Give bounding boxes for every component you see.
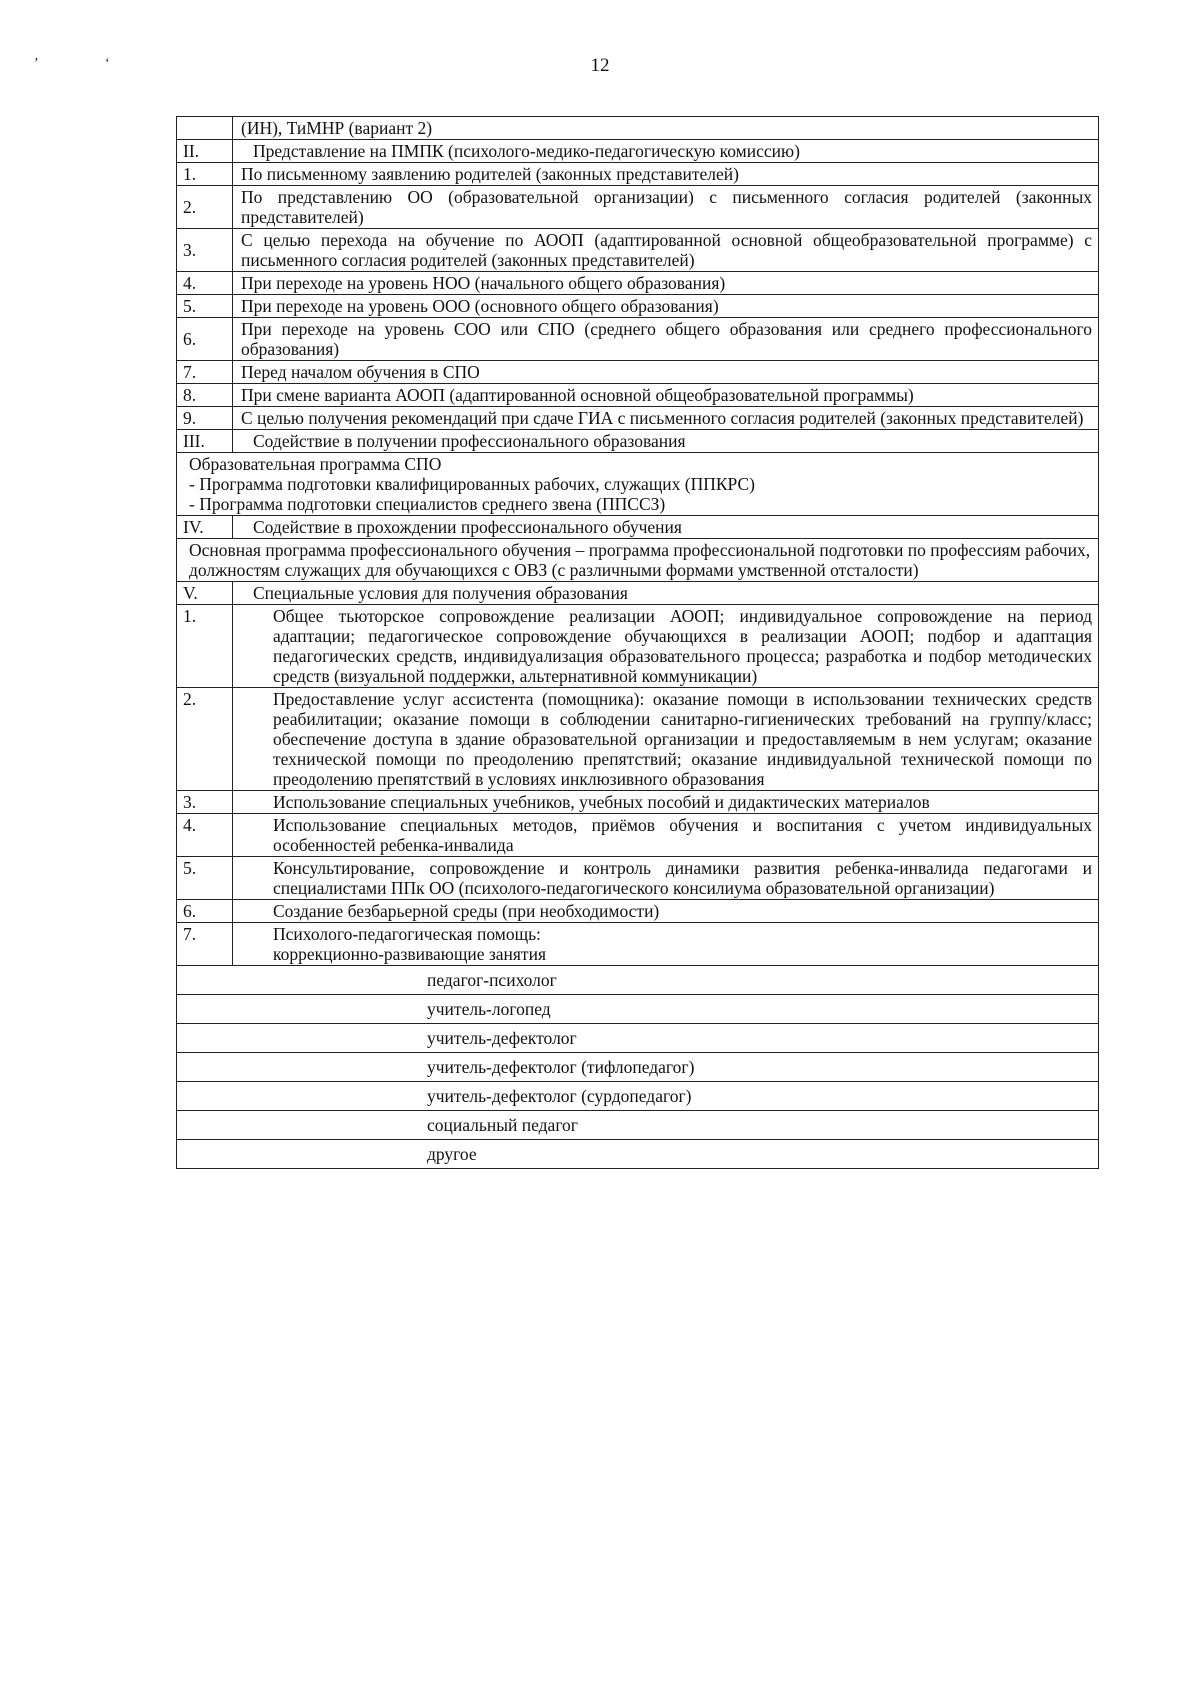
table-row xyxy=(177,857,1099,900)
table-row xyxy=(177,295,1099,318)
program-line: - Программа подготовки специалистов среднего звена (ППССЗ) xyxy=(189,494,666,514)
program-text: Основная программа профессионального обучения – программа профессиональной подготовки по профессиям рабочих, должностям служащих для обучающихся с ОВЗ (с различными формами умственной отсталости) xyxy=(177,539,1099,582)
specialist-name: педагог-психолог xyxy=(177,966,1099,995)
specialist-name: социальный педагог xyxy=(177,1111,1099,1140)
program-line: - Программа подготовки квалифицированных рабочих, служащих (ППКРС) xyxy=(189,474,756,494)
table-row xyxy=(177,605,1099,688)
specialist-name: учитель-дефектолог (сурдопедагог) xyxy=(177,1082,1099,1111)
row-number: 9. xyxy=(177,407,233,430)
specialist-row xyxy=(177,1140,1099,1169)
section-number: V. xyxy=(177,582,233,605)
row-number: 5. xyxy=(177,295,233,318)
specialist-row xyxy=(177,1111,1099,1140)
program-list xyxy=(177,453,1099,516)
row-number: 6. xyxy=(177,900,233,923)
row-number: 2. xyxy=(177,186,233,229)
row-text: Консультирование, сопровождение и контроль динамики развития ребенка-инвалида педагогами и специалистами ППк ОО (психолого-педагогического консилиума образовательной организации) xyxy=(233,857,1099,900)
row-number: 3. xyxy=(177,229,233,272)
section-header xyxy=(177,430,1099,453)
row-text: При смене варианта АООП (адаптированной основной общеобразовательной программы) xyxy=(233,384,1099,407)
specialist-row xyxy=(177,966,1099,995)
row-text: Использование специальных методов, приёмов обучения и воспитания с учетом индивидуальных особенностей ребенка-инвалида xyxy=(233,814,1099,857)
specialist-name: учитель-дефектолог (тифлопедагог) xyxy=(177,1053,1099,1082)
table-row xyxy=(177,539,1099,582)
row-text: С целью перехода на обучение по АООП (адаптированной основной общеобразовательной программе) с письменного согласия родителей (законных представителей) xyxy=(233,229,1099,272)
specialist-row xyxy=(177,1082,1099,1111)
row-text: Перед началом обучения в СПО xyxy=(233,361,1099,384)
row-text: При переходе на уровень ООО (основного общего образования) xyxy=(233,295,1099,318)
table-row xyxy=(177,923,1099,966)
row-text: При переходе на уровень НОО (начального общего образования) xyxy=(233,272,1099,295)
section-number: III. xyxy=(177,430,233,453)
row-text: Предоставление услуг ассистента (помощника): оказание помощи в использовании технических средств реабилитации; оказание помощи в соблюдении санитарно-гигиенических требований на группу/класс; обеспечение доступа в здание образовательной организации и предоставляемым в нем услугам; оказание технической помощи по преодолению препятствий; оказание индивидуальной технической помощи по преодолению препятствий в условиях инклюзивного образования xyxy=(233,688,1099,791)
row-number: 4. xyxy=(177,272,233,295)
table-row xyxy=(177,117,1099,140)
row-number: 5. xyxy=(177,857,233,900)
specialist-row xyxy=(177,995,1099,1024)
row-text: По представлению ОО (образовательной организации) с письменного согласия родителей (законных представителей) xyxy=(233,186,1099,229)
table-row xyxy=(177,407,1099,430)
table-row xyxy=(177,186,1099,229)
table-row xyxy=(177,163,1099,186)
section-title: Специальные условия для получения образования xyxy=(233,582,1099,605)
section-title: Представление на ПМПК (психолого-медико-педагогическую комиссию) xyxy=(233,140,1099,163)
specialist-row xyxy=(177,1024,1099,1053)
table-row xyxy=(177,791,1099,814)
cell-text: (ИН), ТиМНР (вариант 2) xyxy=(233,117,1099,140)
help-title: Психолого-педагогическая помощь: xyxy=(273,924,541,944)
row-number: 7. xyxy=(177,361,233,384)
row-number: 2. xyxy=(177,688,233,791)
table-row xyxy=(177,229,1099,272)
section-header xyxy=(177,582,1099,605)
row-text: С целью получения рекомендаций при сдаче ГИА с письменного согласия родителей (законных представителей) xyxy=(233,407,1099,430)
scan-mark-right: ʻ xyxy=(105,56,110,71)
empty-cell xyxy=(177,117,233,140)
table-row xyxy=(177,900,1099,923)
section-title: Содействие в получении профессионального образования xyxy=(233,430,1099,453)
row-number: 1. xyxy=(177,605,233,688)
row-text: Создание безбарьерной среды (при необходимости) xyxy=(233,900,1099,923)
row-text xyxy=(233,923,1099,966)
help-subtitle: коррекционно-развивающие занятия xyxy=(273,944,546,964)
page-number: 12 xyxy=(590,55,610,76)
table-row xyxy=(177,384,1099,407)
row-number: 6. xyxy=(177,318,233,361)
section-title: Содействие в прохождении профессионального обучения xyxy=(233,516,1099,539)
row-text: Общее тьюторское сопровождение реализации АООП; индивидуальное сопровождение на период адаптации; педагогическое сопровождение обучающихся в реализации АООП; подбор и адаптация педагогических средств, индивидуализация образовательного процесса; разработка и подбор методических средств (визуальной поддержки, альтернативной коммуникации) xyxy=(233,605,1099,688)
table-row xyxy=(177,814,1099,857)
table-row xyxy=(177,453,1099,516)
section-number: IV. xyxy=(177,516,233,539)
table-row xyxy=(177,688,1099,791)
specialist-name: другое xyxy=(177,1140,1099,1169)
row-text: По письменному заявлению родителей (законных представителей) xyxy=(233,163,1099,186)
table-row xyxy=(177,361,1099,384)
section-number: II. xyxy=(177,140,233,163)
specialist-name: учитель-логопед xyxy=(177,995,1099,1024)
table-row xyxy=(177,272,1099,295)
row-number: 4. xyxy=(177,814,233,857)
row-number: 8. xyxy=(177,384,233,407)
row-number: 3. xyxy=(177,791,233,814)
row-text: При переходе на уровень СОО или СПО (среднего общего образования или среднего профессионального образования) xyxy=(233,318,1099,361)
specialist-row xyxy=(177,1053,1099,1082)
section-header xyxy=(177,140,1099,163)
row-text: Использование специальных учебников, учебных пособий и дидактических материалов xyxy=(233,791,1099,814)
specialist-name: учитель-дефектолог xyxy=(177,1024,1099,1053)
document-table xyxy=(176,116,1099,1169)
table-row xyxy=(177,318,1099,361)
scan-mark-left: ʼ xyxy=(34,56,39,71)
row-number: 1. xyxy=(177,163,233,186)
section-header xyxy=(177,516,1099,539)
row-number: 7. xyxy=(177,923,233,966)
program-line: Образовательная программа СПО xyxy=(189,454,442,474)
